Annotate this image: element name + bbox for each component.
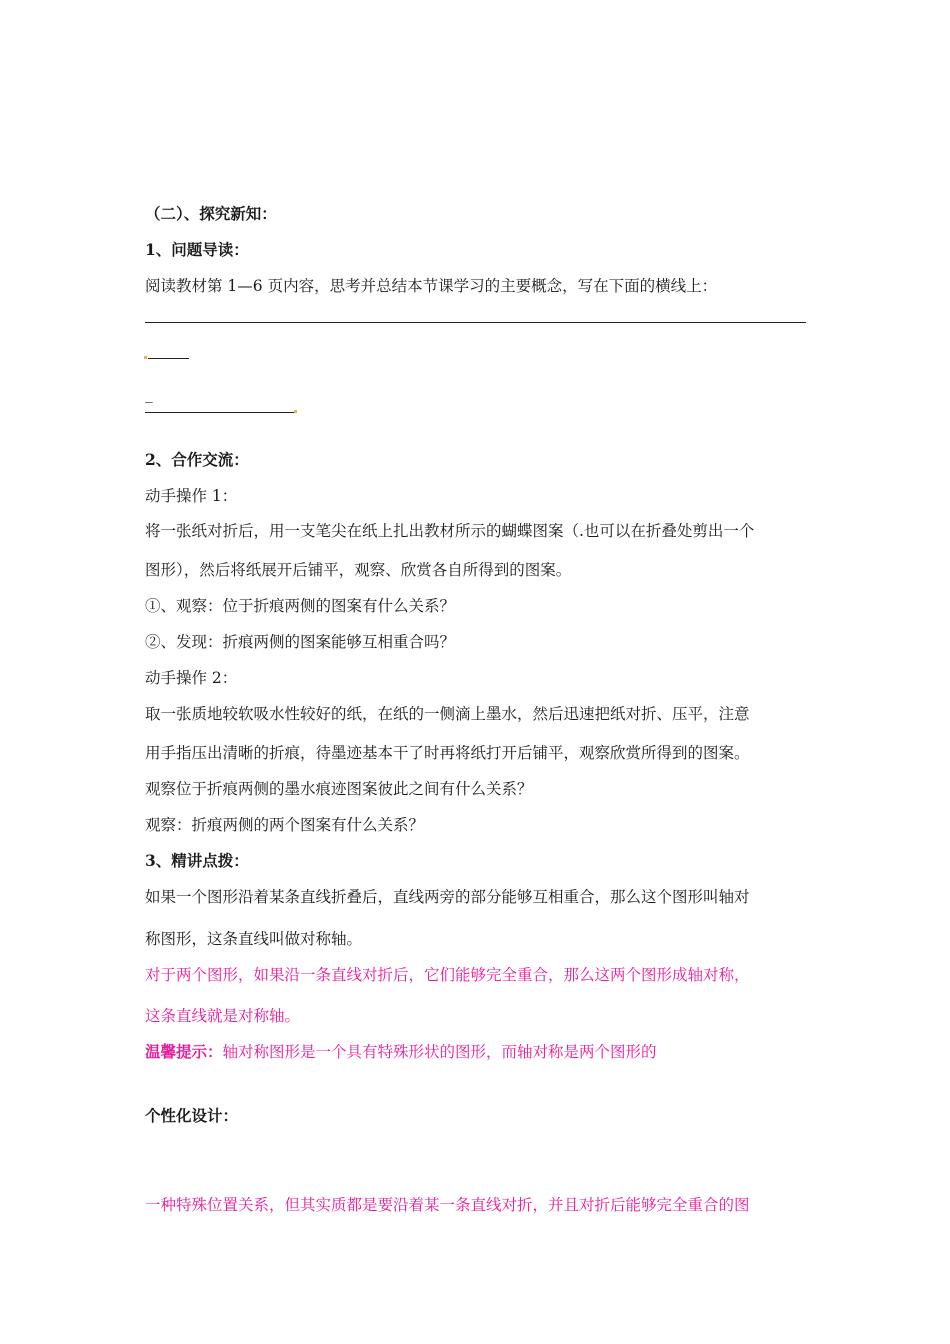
s1-instruction: 阅读教材第 1—6 页内容，思考并总结本节课学习的主要概念，写在下面的横线上： (145, 277, 718, 295)
definition-1: 称图形，这条直线叫做对称轴。 (145, 930, 363, 948)
s3-title: 3、精讲点拨： (145, 851, 249, 870)
op2-text: 取一张质地较软吸水性较好的纸，在纸的一侧滴上墨水，然后迅速把纸对折、压平，注意 (145, 705, 750, 723)
observation-2: 观察：折痕两侧的两个图案有什么关系？ (145, 816, 425, 834)
op2-text: 用手指压出清晰的折痕，待墨迹基本干了时再将纸打开后铺平，观察欣赏所得到的图案。 (145, 744, 750, 762)
op2-title: 动手操作 2： (145, 669, 238, 687)
tip (145, 1042, 657, 1062)
op1-text: 图形），然后将纸展开后铺平，观察、欣赏各自所得到的图案。 (145, 561, 572, 579)
tip-text: 轴对称图形是一个具有特殊形状的图形，而轴对称是两个图形的 (222, 1043, 657, 1061)
definition-1: 如果一个图形沿着某条直线折叠后，直线两旁的部分能够互相重合，那么这个图形叫轴对 (145, 888, 750, 906)
marker-dot (294, 410, 297, 413)
answer-line-2 (148, 358, 189, 359)
observation-1: 观察位于折痕两侧的墨水痕迹图案彼此之间有什么关系？ (145, 780, 533, 798)
question-1: ①、观察：位于折痕两侧的图案有什么关系？ (145, 597, 456, 615)
answer-dash: _ (145, 385, 153, 403)
tip-label: 温馨提示： (145, 1042, 223, 1061)
op1-title: 动手操作 1： (145, 487, 238, 505)
op1-text: 将一张纸对折后，用一支笔尖在纸上扎出教材所示的蝴蝶图案（.也可以在折叠处剪出一个 (145, 522, 755, 540)
answer-line-1 (145, 322, 806, 323)
s1-title: 1、问题导读： (145, 240, 249, 259)
definition-2: 对于两个图形，如果沿一条直线对折后，它们能够完全重合，那么这两个图形成轴对称， (145, 966, 750, 984)
question-2: ②、发现：折痕两侧的图案能够互相重合吗？ (145, 633, 456, 651)
definition-2: 这条直线就是对称轴。 (145, 1007, 301, 1025)
s2-title: 2、合作交流： (145, 450, 249, 469)
answer-line-3 (145, 412, 294, 413)
section-heading: （二）、探究新知： (145, 204, 277, 223)
marker-dot (144, 356, 147, 359)
personal-design-heading: 个性化设计： (145, 1106, 239, 1125)
continuation-text: 一种特殊位置关系，但其实质都是要沿着某一条直线对折，并且对折后能够完全重合的图 (145, 1196, 750, 1214)
